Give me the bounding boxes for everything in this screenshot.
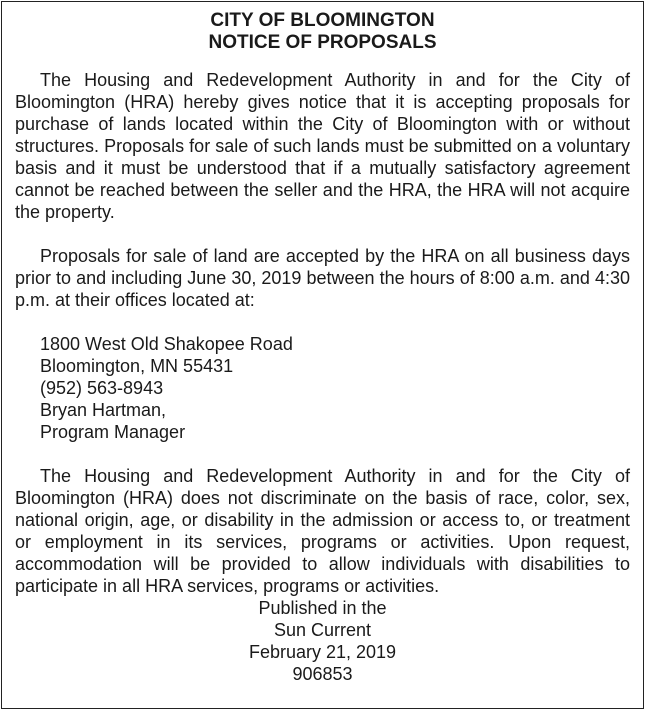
notice-title-proposals: NOTICE OF PROPOSALS: [208, 32, 437, 53]
address-city: Bloomington, MN 55431: [40, 356, 234, 376]
address-role: Program Manager: [40, 422, 186, 442]
newspaper-name: Sun Current: [273, 620, 372, 640]
notice-id: 906853: [292, 664, 353, 684]
office-address: [40, 333, 630, 443]
address-street: 1800 West Old Shakopee Road: [40, 334, 293, 354]
submission-paragraph: Proposals for sale of land are accepted by the HRA on all business days prior to and including June 30, 2019 between the hours of 8:00 a.m. and 4:30 p.m. at their offices located at:: [15, 246, 630, 310]
notice-title-city: CITY OF BLOOMINGTON: [210, 10, 435, 31]
legal-notice: [1, 1, 644, 709]
publication-date: February 21, 2019: [248, 642, 397, 662]
nondiscrimination-paragraph: The Housing and Redevelopment Authority in and for the City of Bloomington (HRA) does not discriminate on the basis of race, color, sex, national origin, age, or disability in the admission or access to, or treatment or employment in its services, programs or activities. Upon request, accommodation will be provided to allow individuals with disabilities to participate in all HRA services, programs or activities.: [15, 466, 630, 596]
published-in-label: Published in the: [258, 598, 387, 618]
intro-paragraph: The Housing and Redevelopment Authority in and for the City of Bloomington (HRA) hereby gives notice that it is accepting proposals for purchase of lands located within the City of Bloomington with or without structures. Proposals for sale of such lands must be submitted on a voluntary basis and it must be understood that if a mutually satisfactory agreement cannot be reached between the seller and the HRA, the HRA will not acquire the property.: [15, 70, 630, 222]
publication-footer: [15, 597, 630, 685]
address-phone: (952) 563-8943: [40, 378, 164, 398]
address-contact: Bryan Hartman,: [40, 400, 167, 420]
